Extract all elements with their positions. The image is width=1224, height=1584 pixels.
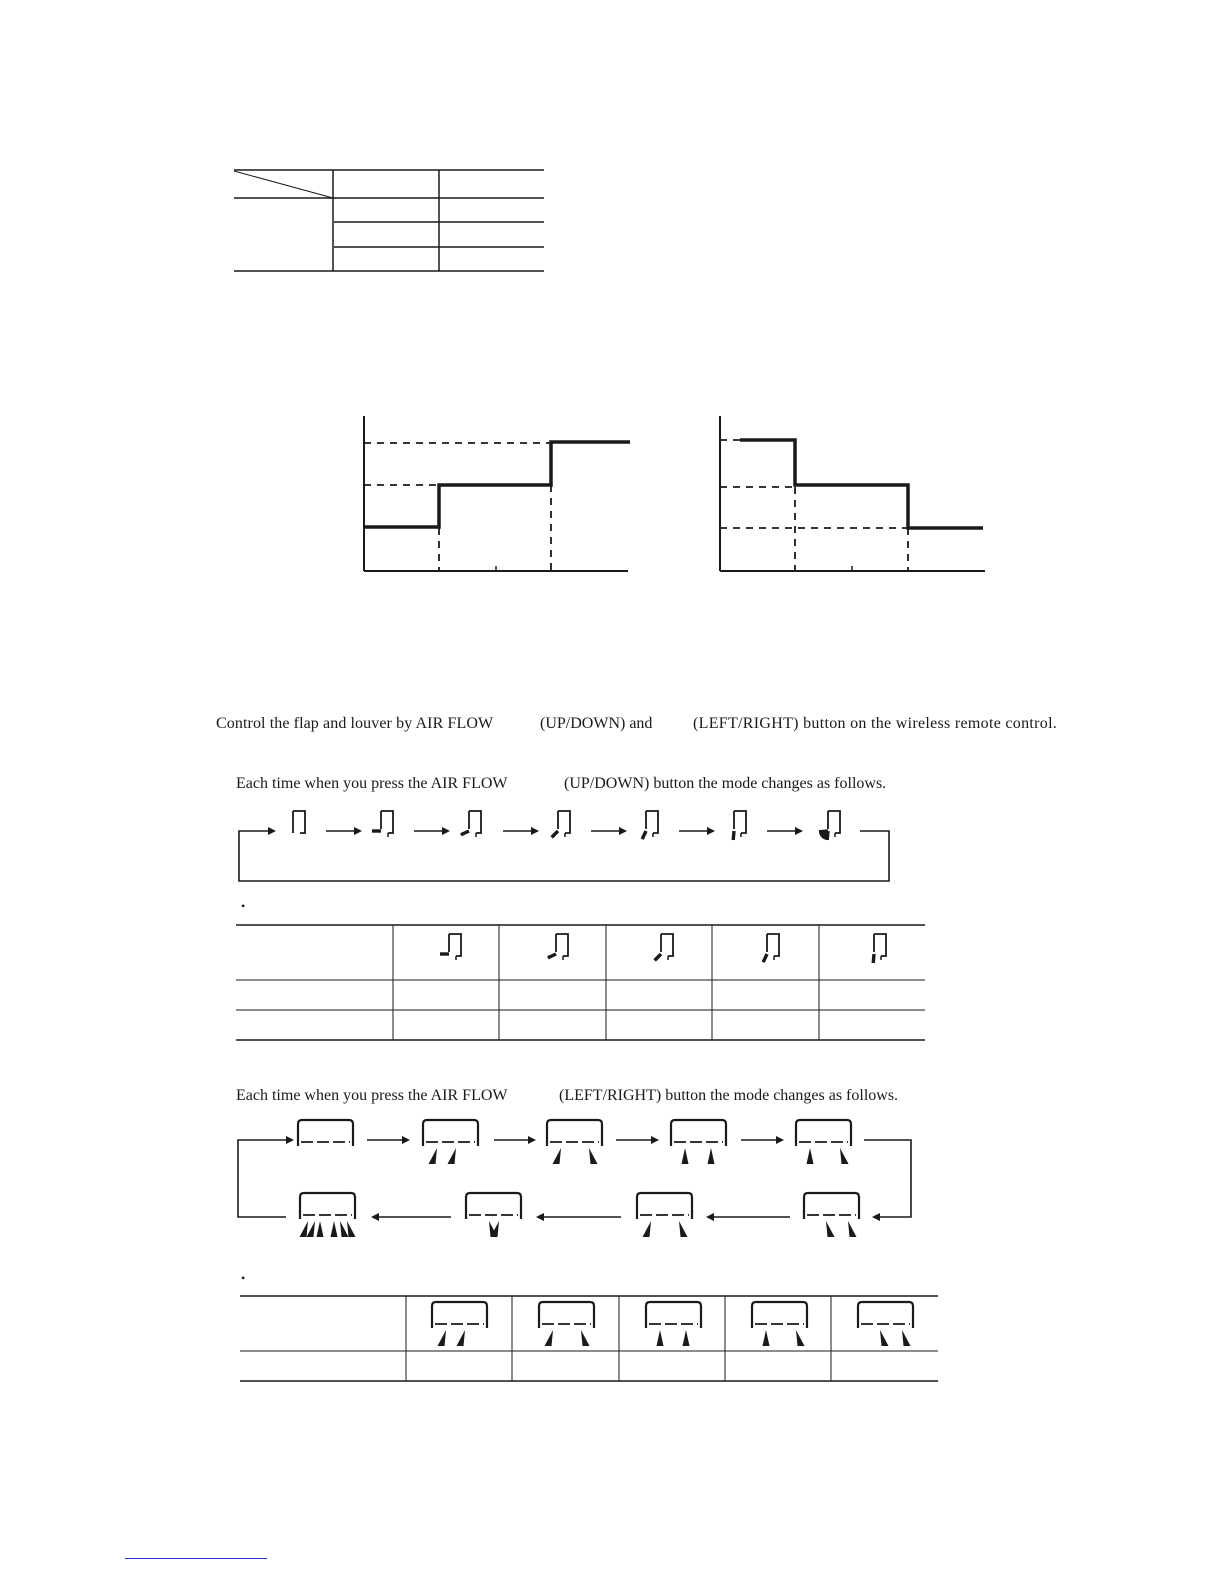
leftright-sentence-a: Each time when you press the AIR FLOW [236, 1087, 508, 1104]
updown-sentence-a: Each time when you press the AIR FLOW [236, 775, 508, 792]
intro-updown: (UP/DOWN) and [540, 715, 653, 732]
leftright-sentence-b: (LEFT/RIGHT) button the mode changes as follows. [559, 1087, 899, 1104]
updown-sentence-b: (UP/DOWN) button the mode changes as follows. [564, 775, 887, 792]
updown-bullet: • [241, 899, 246, 913]
intro-prefix: Control the flap and louver by AIR FLOW [216, 715, 494, 732]
intro-leftright: (LEFT/RIGHT) button on the wireless remote control. [693, 715, 1058, 732]
footer-link-underline[interactable] [125, 1558, 267, 1559]
leftright-bullet: • [241, 1271, 246, 1285]
